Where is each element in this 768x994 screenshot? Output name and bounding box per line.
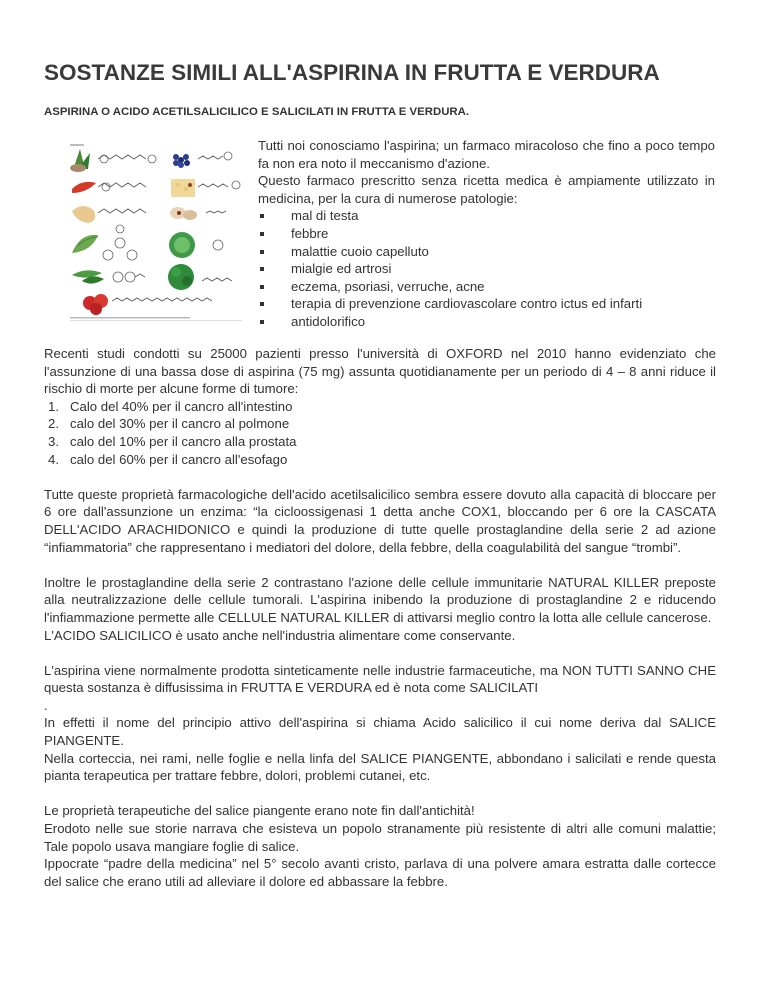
- bullet-square-icon: [260, 320, 264, 324]
- list-item: 1. Calo del 40% per il cancro all'intestino: [48, 398, 293, 414]
- mechanism-paragraph: Tutte queste proprietà farmacologiche dell'acido acetilsalicilico sembra essere dovuto alla capacità di bloccare per 6 ore dall'assunzione un enzima: “la cicloossigenasi 1 detta anche COX1, bloccando per 6 ore la CASCATA DELL'ACIDO ARACHIDONICO e quindi la produzione di tutte quelle prostaglandine della serie 2 ad azione “infiammatoria” che rappresentano i mediatori del dolore, della febbre, della coagulabilità del sangue “trombi”.: [44, 486, 716, 555]
- list-item: antidolorifico: [258, 313, 715, 331]
- page-title: SOSTANZE SIMILI ALL'ASPIRINA IN FRUTTA E VERDURA: [44, 60, 660, 85]
- list-item: 4. calo del 60% per il cancro all'esofago: [48, 451, 288, 467]
- salicylates-paragraph: L'aspirina viene normalmente prodotta sinteticamente nelle industrie farmaceutiche, ma NON TUTTI SANNO CHE questa sostanza è diffusissima in FRUTTA E VERDURA ed è nota come SALICILATI: [44, 662, 716, 696]
- main-body: [44, 345, 716, 890]
- bullet-square-icon: [260, 250, 264, 254]
- bullet-square-icon: [260, 302, 264, 306]
- willow-bark-paragraph: Nella corteccia, nei rami, nelle foglie e nella linfa del SALICE PIANGENTE, abbondano i salicilati e rende questa pianta terapeutica per trattare febbre, dolori, problemi cutanei, etc.: [44, 750, 716, 784]
- willow-name-paragraph: In effetti il nome del principio attivo dell'aspirina si chiama Acido salicilico il cui nome deriva dal SALICE PIANGENTE.: [44, 715, 716, 749]
- section-subtitle: ASPIRINA O ACIDO ACETILSALICILICO E SALICILATI IN FRUTTA E VERDURA.: [44, 106, 470, 118]
- list-item: 2. calo del 30% per il cancro al polmone: [48, 416, 290, 432]
- intro-section: [258, 137, 715, 331]
- list-item: eczema, psoriasi, verruche, acne: [258, 278, 715, 296]
- list-item: terapia di prevenzione cardiovascolare contro ictus ed infarti: [258, 295, 715, 313]
- preservative-paragraph: L'ACIDO SALICILICO è usato anche nell'industria alimentare come conservante.: [44, 627, 516, 643]
- history-line-3: Ippocrate “padre della medicina” nel 5° secolo avanti cristo, parlava di una polvere amara estratta dalle cortecce del salice che erano utili ad alleviare il dolore ed abbassare la febbre.: [44, 856, 716, 889]
- list-item: malattie cuoio capelluto: [258, 243, 715, 261]
- dot-line: .: [44, 697, 48, 713]
- list-item: mialgie ed artrosi: [258, 260, 715, 278]
- intro-paragraph-1: Tutti noi conosciamo l'aspirina; un farmaco miracoloso che fino a poco tempo fa non era noto il meccanismo d'azione.: [258, 138, 715, 171]
- natural-killer-paragraph: Inoltre le prostaglandine della serie 2 contrastano l'azione delle cellule immunitarie NATURAL KILLER preposte alla neutralizzazione delle cellule tumorali. L'aspirina inibendo la produzione di prostaglandine 2 e riducendo l'infiammazione permette alle CELLULE NATURAL KILLER di attivarsi meglio contro la lotta alle cellule cancerose.: [44, 574, 716, 625]
- pathologies-list: [258, 207, 715, 330]
- bullet-square-icon: [260, 232, 264, 236]
- bullet-square-icon: [260, 285, 264, 289]
- bullet-square-icon: [260, 214, 264, 218]
- bullet-square-icon: [260, 267, 264, 271]
- studies-paragraph: Recenti studi condotti su 25000 pazienti presso l'università di OXFORD nel 2010 hanno evidenziato che l'assunzione di una bassa dose di aspirina (75 mg) assunta quotidianamente per un periodo di 4 – 8 anni riduce il rischio di morte per alcune forme di tumore:: [44, 346, 716, 397]
- cancer-reduction-list: [44, 398, 716, 468]
- list-item: 3. calo del 10% per il cancro alla prostata: [48, 433, 297, 449]
- list-item: mal di testa: [258, 207, 715, 225]
- intro-paragraph-2: Questo farmaco prescritto senza ricetta medica è ampiamente utilizzato in medicina, per la cura di numerose patologie:: [258, 173, 715, 206]
- history-line-1: Le proprietà terapeutiche del salice piangente erano note fin dall'antichità!: [44, 803, 475, 819]
- phytochemicals-figure: [68, 141, 244, 322]
- list-item: febbre: [258, 225, 715, 243]
- history-line-2: Erodoto nelle sue storie narrava che esisteva un popolo stranamente più resistente di altri alle comuni malattie; Tale popolo usava mangiare foglie di salice.: [44, 821, 716, 854]
